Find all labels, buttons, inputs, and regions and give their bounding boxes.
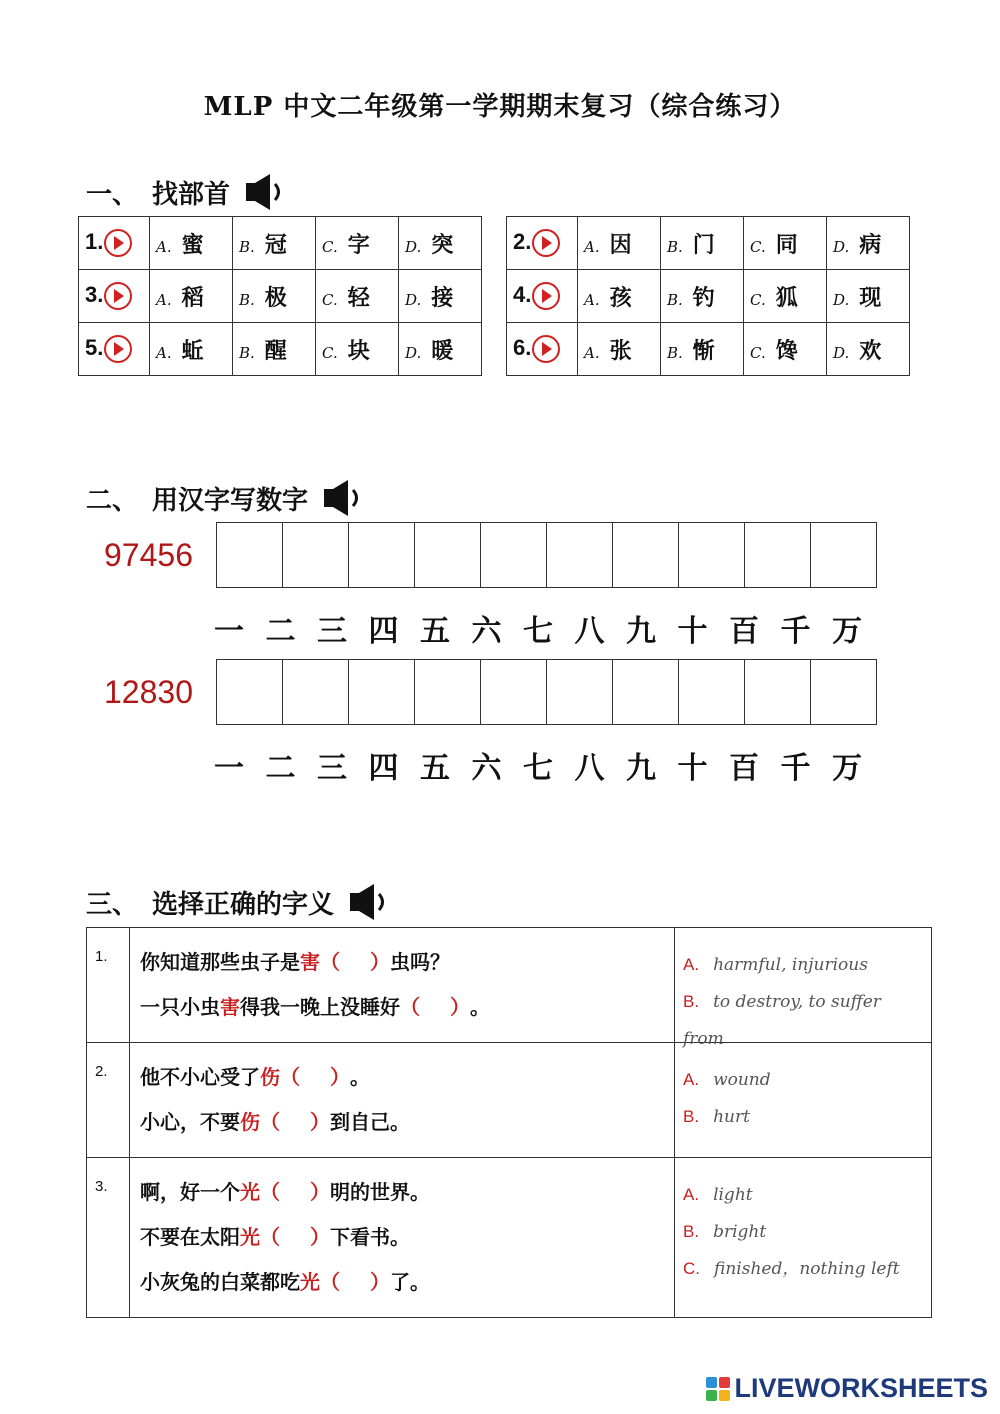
char-option[interactable]: 二 [265,751,296,786]
answer-blank[interactable] [280,1055,350,1100]
sentence-text: 他不小心受了 [140,1065,260,1089]
option-character: 孩 [609,284,632,311]
option-character: 字 [347,231,370,258]
play-audio-icon[interactable] [532,229,560,257]
key-character: 光 [240,1180,260,1204]
sentence-cell [130,928,675,1043]
option-letter: C. [750,343,766,362]
option-cell[interactable] [578,323,661,376]
number-prompt-1: 97456 [104,537,193,573]
option-letter: C. [750,290,766,309]
char-option[interactable]: 百 [729,751,759,786]
bracket-close: ） [370,950,390,974]
question-cell [79,323,150,376]
option-letter: B. [239,237,255,256]
option-cell[interactable] [399,217,482,270]
section3-header [86,882,394,922]
bracket-open: （ [260,1225,280,1249]
char-option[interactable]: 七 [523,614,553,649]
meaning-option[interactable] [683,1176,923,1213]
option-character: 门 [692,231,715,258]
sentence-text: 小灰兔的白菜都吃 [140,1270,300,1294]
option-letter: C. [322,290,338,309]
option-letter: B. [667,237,683,256]
option-cell[interactable] [578,270,661,323]
option-character: 同 [775,231,798,258]
char-bank-1 [214,606,884,650]
sentence-line [140,1055,664,1100]
meaning-row [87,1043,932,1158]
sentence-text: 不要在太阳 [140,1225,240,1249]
bracket-close: ） [310,1180,330,1204]
answer-box[interactable] [745,660,811,724]
bracket-close: ） [310,1225,330,1249]
question-cell [507,217,578,270]
meaning-option[interactable] [683,1250,923,1287]
option-character: 蚯 [181,337,204,364]
radical-table-right [506,216,910,376]
radical-row [507,323,910,376]
char-option[interactable]: 二 [265,614,296,649]
sentence-text: 到自己。 [330,1110,410,1134]
answer-box[interactable] [349,660,415,724]
answer-box[interactable] [679,523,745,587]
option-letter: D. [405,290,422,309]
meaning-option[interactable] [683,1061,923,1098]
section1-header [86,172,290,212]
sentence-text: 得我一晚上没睡好 [240,995,400,1019]
radical-row [79,323,482,376]
bracket-open: （ [260,1180,280,1204]
answer-box[interactable] [547,523,613,587]
option-cell[interactable] [233,323,316,376]
bracket-open: （ [320,950,340,974]
answer-box[interactable] [547,660,613,724]
meaning-option-letter: A. [683,1185,700,1204]
answer-box[interactable] [217,660,283,724]
sentence-text: 你知道那些虫子是 [140,950,300,974]
answer-box[interactable] [283,660,349,724]
char-option[interactable]: 三 [317,614,347,649]
meaning-option-letter: A. [683,1070,700,1089]
question-number: 1. [85,229,104,254]
char-option[interactable]: 九 [626,614,656,649]
char-option[interactable]: 百 [729,614,759,649]
char-option[interactable]: 十 [677,751,708,786]
char-option[interactable]: 八 [574,614,605,649]
option-cell[interactable] [661,217,744,270]
option-letter: D. [833,290,850,309]
option-character: 现 [859,284,882,311]
speaker-icon[interactable] [322,478,368,518]
char-bank-2 [214,743,884,787]
option-character: 轻 [347,284,370,311]
bracket-open: （ [320,1270,340,1294]
bracket-open: （ [400,995,420,1019]
answer-blank[interactable] [260,1215,330,1260]
char-option[interactable]: 千 [780,751,811,786]
meaning-option-text: light [713,1185,753,1205]
section3-number: 三、 [86,889,139,920]
sentence-cell [130,1158,675,1318]
answer-box[interactable] [613,660,679,724]
answer-box[interactable] [415,523,481,587]
option-cell[interactable] [744,270,827,323]
radical-row [507,217,910,270]
option-cell[interactable] [661,323,744,376]
sentence-text: 啊，好一个 [140,1180,240,1204]
question-cell [507,323,578,376]
char-option[interactable]: 七 [523,751,553,786]
option-letter: B. [667,343,683,362]
char-option[interactable]: 一 [214,751,244,786]
option-cell[interactable] [399,270,482,323]
question-cell [79,217,150,270]
answer-boxes-2 [216,659,877,725]
number-prompt-2: 12830 [104,674,193,710]
item-number: 1. [87,928,130,1043]
char-option[interactable]: 一 [214,614,244,649]
section3-label: 选择正确的字义 [152,889,335,920]
option-letter: D. [833,343,850,362]
options-cell [675,1043,932,1158]
sentence-cell [130,1043,675,1158]
bracket-close: ） [310,1110,330,1134]
key-character: 光 [300,1270,320,1294]
option-character: 冠 [264,231,287,258]
option-cell[interactable] [150,270,233,323]
answer-blank[interactable] [320,940,390,985]
option-character: 醒 [264,337,287,364]
radical-row [507,270,910,323]
question-number: 2. [513,229,532,254]
option-cell[interactable] [827,217,910,270]
option-character: 狐 [775,284,798,311]
option-letter: D. [405,237,422,256]
option-cell[interactable] [233,270,316,323]
question-number: 5. [85,335,104,360]
meaning-option-text: harmful, injurious [713,955,868,975]
char-option[interactable]: 五 [420,751,450,786]
meaning-option[interactable] [683,1098,923,1135]
meaning-option-letter: B. [683,1107,700,1126]
option-letter: C. [322,237,338,256]
option-letter: A. [584,343,600,362]
sentence-text: 小心，不要 [140,1110,240,1134]
item-number: 2. [87,1043,130,1158]
key-character: 伤 [240,1110,260,1134]
sentence-line [140,1260,664,1305]
meaning-option-text: bright [713,1222,767,1242]
sentence-line [140,1215,664,1260]
section2-number: 二、 [86,485,139,516]
bracket-open: （ [280,1065,300,1089]
sentence-text: 虫吗？ [390,950,450,974]
option-letter: A. [156,237,172,256]
char-option[interactable]: 五 [420,614,450,649]
radical-row [79,270,482,323]
liveworksheets-logo [706,1373,988,1404]
question-number: 3. [85,282,104,307]
meaning-option-text: wound [713,1070,771,1090]
question-number: 6. [513,335,532,360]
char-option[interactable]: 万 [832,751,862,786]
meaning-option-text: finished，nothing left [714,1259,900,1279]
answer-box[interactable] [217,523,283,587]
radical-table-left [78,216,482,376]
option-character: 惭 [692,337,715,364]
option-letter: A. [156,343,172,362]
options-cell [675,1158,932,1318]
answer-blank[interactable] [260,1170,330,1215]
option-letter: B. [239,343,255,362]
option-character: 极 [264,284,287,311]
option-cell[interactable] [744,217,827,270]
option-letter: C. [322,343,338,362]
section2-label: 用汉字写数字 [152,485,309,516]
meaning-option-letter: A. [683,955,700,974]
meaning-table [86,927,932,1318]
bracket-close: ） [330,1065,350,1089]
char-option[interactable]: 九 [626,751,656,786]
answer-box[interactable] [283,523,349,587]
option-cell[interactable] [316,270,399,323]
answer-box[interactable] [349,523,415,587]
char-option[interactable]: 四 [368,751,399,786]
sentence-text: 下看书。 [330,1225,410,1249]
brand-logo-icon [706,1377,730,1401]
option-cell[interactable] [744,323,827,376]
answer-box[interactable] [613,523,679,587]
answer-blank[interactable] [260,1100,330,1145]
question-cell [507,270,578,323]
option-character: 突 [431,231,454,258]
item-number: 3. [87,1158,130,1318]
char-option[interactable]: 三 [317,751,347,786]
section1-number: 一、 [86,179,139,210]
answer-box[interactable] [481,660,547,724]
option-cell[interactable] [150,217,233,270]
sentence-text: 。 [470,995,490,1019]
char-option[interactable]: 万 [832,614,862,649]
question-number: 4. [513,282,532,307]
option-cell[interactable] [316,217,399,270]
key-character: 害 [220,995,240,1019]
answer-box[interactable] [415,660,481,724]
sentence-text: 明的世界。 [330,1180,430,1204]
answer-box[interactable] [811,660,876,724]
meaning-row [87,1158,932,1318]
bracket-close: ） [370,1270,390,1294]
speaker-icon[interactable] [244,172,290,212]
option-letter: D. [833,237,850,256]
char-option[interactable]: 六 [471,614,502,649]
section1-label: 找部首 [152,179,231,210]
key-character: 光 [240,1225,260,1249]
meaning-option[interactable] [683,946,923,983]
char-option[interactable]: 八 [574,751,605,786]
char-option[interactable]: 十 [677,614,708,649]
sentence-line [140,1170,664,1215]
char-option[interactable]: 四 [368,614,399,649]
option-character: 钓 [692,284,715,311]
sentence-text: 。 [350,1065,370,1089]
meaning-option-text: to destroy, to suffer from [683,992,881,1049]
option-letter: B. [667,290,683,309]
worksheet-title: MLP 中文二年级第一学期期末复习（综合练习） [203,92,797,122]
option-character: 蜜 [181,231,204,258]
sentence-text: 了。 [390,1270,430,1294]
option-character: 张 [609,337,632,364]
meaning-option[interactable] [683,1213,923,1250]
option-cell[interactable] [233,217,316,270]
sentence-text: 一只小虫 [140,995,220,1019]
radical-row [79,217,482,270]
option-cell[interactable] [827,323,910,376]
section2-header [86,478,368,518]
char-option[interactable]: 六 [471,751,502,786]
option-character: 块 [347,337,370,364]
option-cell[interactable] [150,323,233,376]
brand-name: LIVEWORKSHEETS [734,1373,988,1403]
bracket-open: （ [260,1110,280,1134]
option-cell[interactable] [399,323,482,376]
option-character: 暖 [431,337,454,364]
answer-boxes-1 [216,522,877,588]
option-letter: B. [239,290,255,309]
option-cell[interactable] [661,270,744,323]
meaning-option-letter: B. [683,992,700,1011]
sentence-line [140,940,664,985]
meaning-option-text: hurt [713,1107,750,1127]
key-character: 伤 [260,1065,280,1089]
option-character: 因 [609,231,632,258]
option-letter: A. [584,290,600,309]
meaning-option-letter: B. [683,1222,700,1241]
option-character: 欢 [859,337,882,364]
option-character: 接 [431,284,454,311]
char-option[interactable]: 千 [780,614,811,649]
play-audio-icon[interactable] [532,282,560,310]
play-audio-icon[interactable] [104,282,132,310]
answer-box[interactable] [811,523,876,587]
option-character: 馋 [775,337,798,364]
question-cell [79,270,150,323]
option-letter: C. [750,237,766,256]
speaker-icon[interactable] [348,882,394,922]
sentence-line [140,1100,664,1145]
sentence-line [140,985,664,1030]
option-cell[interactable] [316,323,399,376]
answer-box[interactable] [481,523,547,587]
answer-blank[interactable] [320,1260,390,1305]
option-cell[interactable] [578,217,661,270]
answer-box[interactable] [679,660,745,724]
option-letter: A. [156,290,172,309]
option-character: 稻 [181,284,204,311]
meaning-row [87,928,932,1043]
bracket-close: ） [450,995,470,1019]
play-audio-icon[interactable] [532,335,560,363]
option-letter: D. [405,343,422,362]
key-character: 害 [300,950,320,974]
meaning-option[interactable] [683,983,923,1049]
meaning-option-letter: C. [683,1259,700,1278]
play-audio-icon[interactable] [104,335,132,363]
option-letter: A. [584,237,600,256]
option-cell[interactable] [827,270,910,323]
option-character: 病 [859,231,882,258]
answer-blank[interactable] [400,985,470,1030]
answer-box[interactable] [745,523,811,587]
play-audio-icon[interactable] [104,229,132,257]
options-cell [675,928,932,1049]
